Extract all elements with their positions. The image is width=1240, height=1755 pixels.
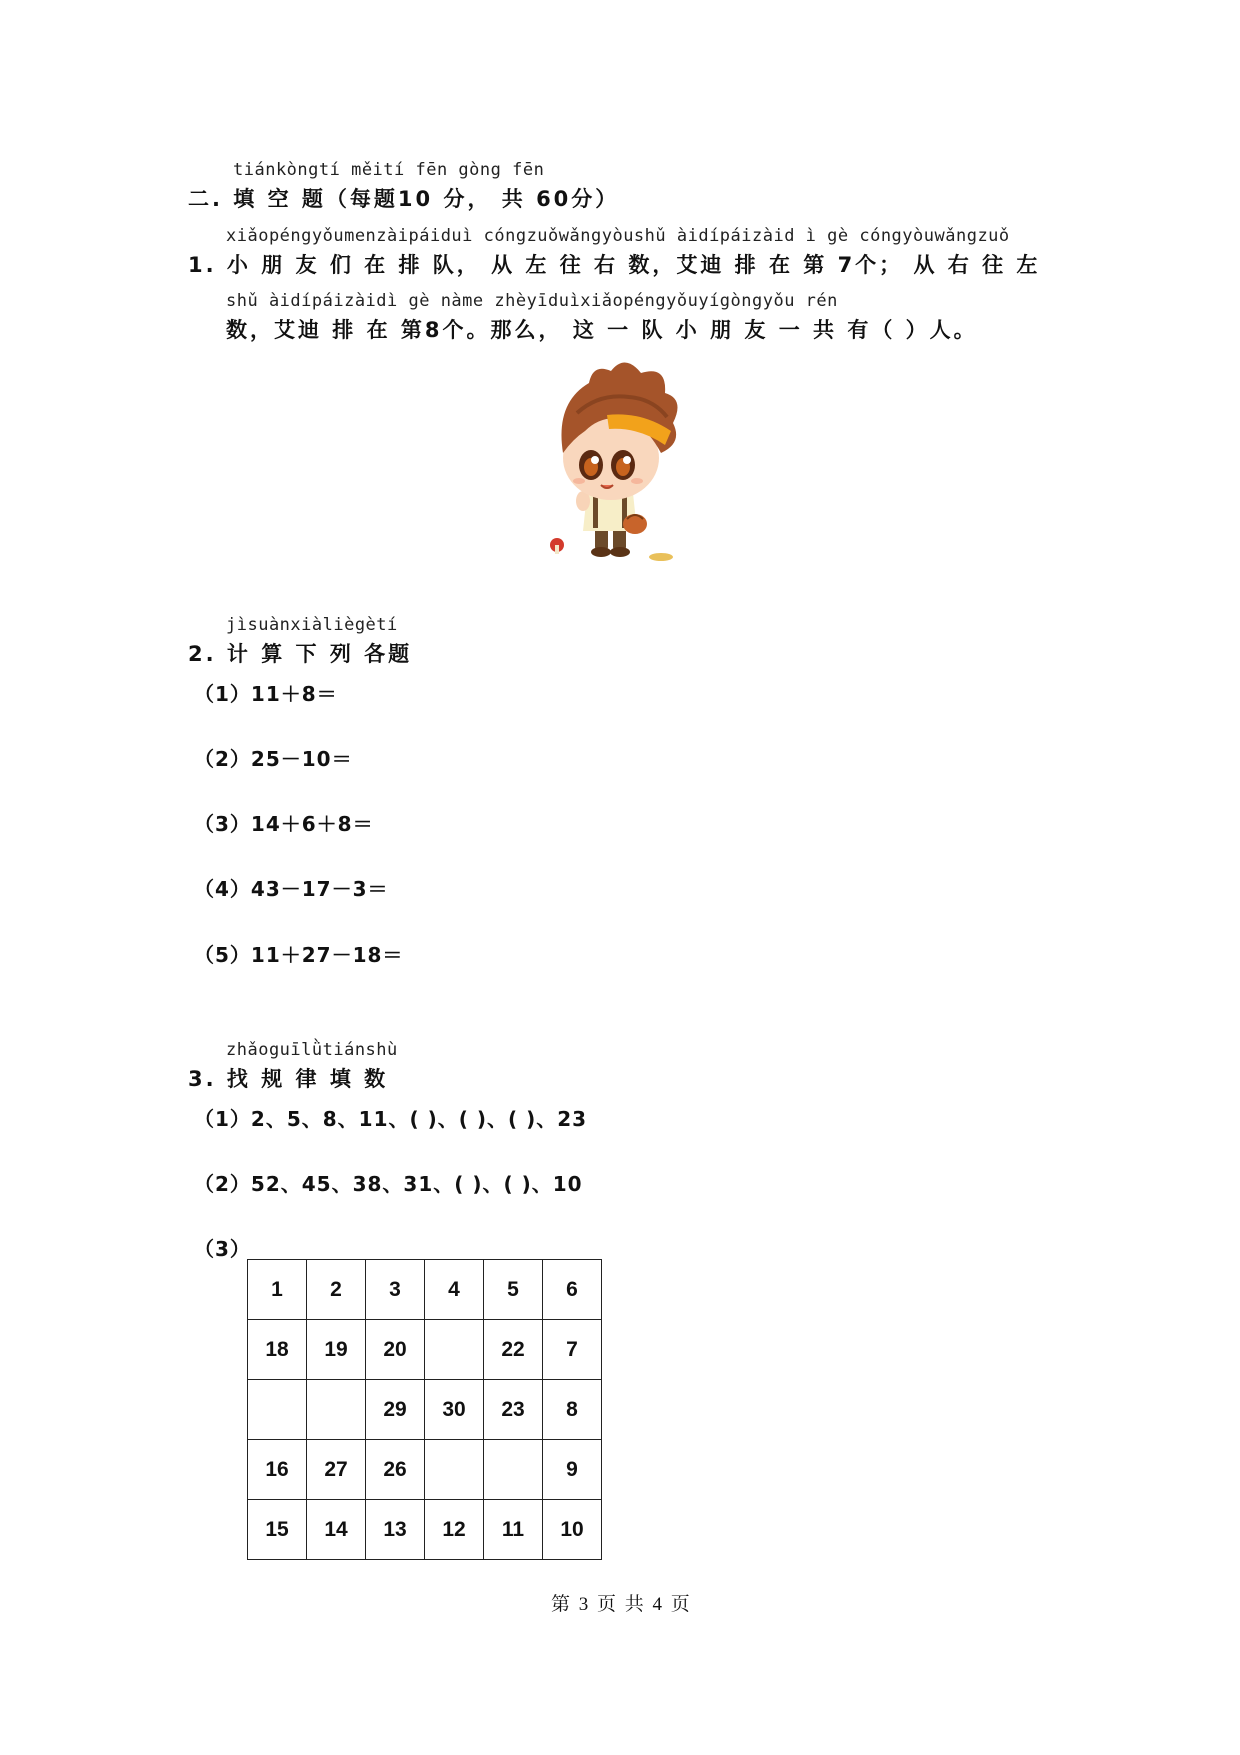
q2-pinyin: jìsuànxiàliègètí	[226, 615, 398, 635]
q3-title: 3. 找 规 律 填 数	[188, 1067, 389, 1091]
q2-item-4: （4）43－17－3＝	[194, 877, 389, 901]
grid-cell: 1	[248, 1260, 307, 1320]
grid-cell: 29	[366, 1380, 425, 1440]
number-spiral-grid	[247, 1259, 602, 1560]
grid-cell: 20	[366, 1320, 425, 1380]
q1-pinyin-line1: xiǎopéngyǒumenzàipáiduì cóngzuǒwǎngyòushǔ àidípáizàid ì gè cóngyòuwǎngzuǒ	[226, 226, 1010, 246]
grid-cell-blank	[248, 1380, 307, 1440]
q1-pinyin-line2: shǔ àidípáizàidì gè nàme zhèyīduìxiǎopéngyǒuyígòngyǒu rén	[226, 291, 838, 311]
grid-cell: 27	[307, 1440, 366, 1500]
grid-cell: 16	[248, 1440, 307, 1500]
grid-cell: 19	[307, 1320, 366, 1380]
grid-row	[248, 1380, 602, 1440]
q2-item-3: （3）14＋6＋8＝	[194, 812, 374, 836]
grid-cell: 2	[307, 1260, 366, 1320]
grid-cell: 23	[484, 1380, 543, 1440]
grid-cell: 7	[543, 1320, 602, 1380]
grid-cell: 18	[248, 1320, 307, 1380]
grid-cell: 12	[425, 1500, 484, 1560]
grid-cell: 8	[543, 1380, 602, 1440]
page-footer: 第 3 页 共 4 页	[551, 1594, 692, 1615]
grid-cell: 30	[425, 1380, 484, 1440]
grid-cell: 10	[543, 1500, 602, 1560]
grid-row	[248, 1260, 602, 1320]
grid-row	[248, 1500, 602, 1560]
grid-cell: 22	[484, 1320, 543, 1380]
grid-cell-blank	[425, 1320, 484, 1380]
q3-item-3: （3）	[194, 1237, 251, 1261]
grid-cell-blank	[425, 1440, 484, 1500]
grid-cell: 6	[543, 1260, 602, 1320]
grid-cell: 13	[366, 1500, 425, 1560]
cartoon-boy-image	[549, 353, 694, 561]
q1-text-line2: 数，艾迪 排 在 第8个。那么， 这 一 队 小 朋 友 一 共 有（ ）人。	[226, 318, 978, 342]
grid-cell-blank	[307, 1380, 366, 1440]
q2-item-2: （2）25－10＝	[194, 747, 353, 771]
grid-cell: 9	[543, 1440, 602, 1500]
grid-cell: 5	[484, 1260, 543, 1320]
section-title: 二. 填 空 题（每题10 分， 共 60分）	[188, 187, 620, 211]
q2-title: 2. 计 算 下 列 各题	[188, 642, 413, 666]
grid-cell: 3	[366, 1260, 425, 1320]
q3-item-2: （2）52、45、38、31、( )、( )、10	[194, 1172, 583, 1196]
q3-item-1: （1）2、5、8、11、( )、( )、( )、23	[194, 1107, 588, 1131]
section-pinyin: tiánkòngtí měití fēn gòng fēn	[233, 160, 545, 180]
grid-cell: 14	[307, 1500, 366, 1560]
q3-pinyin: zhǎoguīlǜtiánshù	[226, 1040, 398, 1060]
q2-item-1: （1）11＋8＝	[194, 682, 338, 706]
grid-cell-blank	[484, 1440, 543, 1500]
grid-row	[248, 1320, 602, 1380]
q2-item-5: （5）11＋27－18＝	[194, 943, 404, 967]
grid-cell: 4	[425, 1260, 484, 1320]
grid-row	[248, 1440, 602, 1500]
grid-cell: 11	[484, 1500, 543, 1560]
q1-text-line1: 1. 小 朋 友 们 在 排 队， 从 左 往 右 数，艾迪 排 在 第 7个； 从 右 往 左	[188, 253, 1041, 277]
grid-cell: 26	[366, 1440, 425, 1500]
grid-cell: 15	[248, 1500, 307, 1560]
